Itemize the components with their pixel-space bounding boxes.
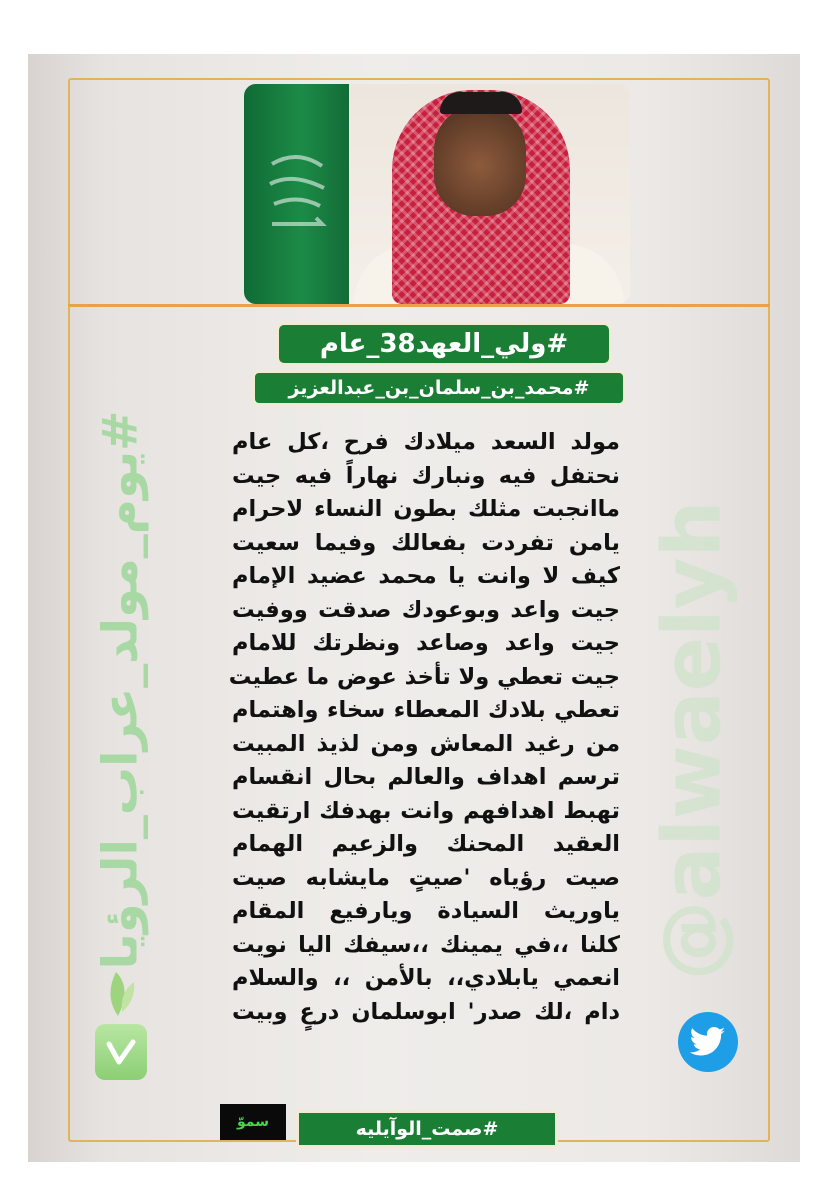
handle-watermark-text: @alwaelyh [645, 499, 739, 981]
flag-script-icon [262, 144, 332, 244]
poem-line: كيف لا وانت يا محمد عضيد الإمام [232, 563, 620, 589]
agal [440, 92, 522, 114]
poem-line: ترسم اهداف والعالم بحال انقسام [232, 764, 620, 790]
poem-line: كلنا ،،في يمينك ،،سيفك اليا نويت [232, 931, 620, 958]
poem-line: تعطي بلادك المعطاء سخاء واهتمام [232, 697, 620, 723]
handle-watermark [632, 460, 752, 1020]
poem-line: يامن تفردت بفعالك وفيما سعيت [232, 529, 620, 556]
poem-line: نحتفل فيه ونبارك نهاراً فيه جيت [232, 462, 620, 489]
side-hashtag-text: #يوم_مولد_عراب_الرؤيا [92, 410, 149, 970]
subhead-hashtag: #محمد_بن_سلمان_بن_عبدالعزيز [252, 370, 626, 406]
poem-line: ياوريث السيادة ويارفيع المقام [232, 898, 620, 924]
portrait-photo [244, 84, 630, 304]
poem-line: مولد السعد ميلادك فرح ،كل عام [232, 429, 620, 455]
signature: سموّ [220, 1104, 286, 1140]
poem-line: من رغيد المعاش ومن لذيذ المبيت [232, 730, 620, 757]
poem-line: ماانجبت مثلك بطون النساء لاحرام [232, 496, 620, 522]
poem-line: جيت واعد وصاعد ونظرتك للامام [232, 630, 620, 656]
face [434, 104, 526, 216]
twitter-bird-icon[interactable] [678, 1012, 738, 1072]
headline-hashtag: #ولي_العهد38_عام [276, 322, 612, 366]
poem-line: العقيد المحنك والزعيم الهمام [232, 831, 620, 857]
check-icon [95, 1024, 147, 1080]
footer-hashtag-ribbon: #صمت_الوآيليه [296, 1110, 558, 1148]
poem-line: انعمي يابلادي،، بالأمن ،، والسلام [232, 965, 620, 991]
poem-line: جيت واعد وبوعودك صدقت ووفيت [232, 596, 620, 623]
side-hashtag [60, 330, 180, 1050]
poem [228, 426, 620, 1086]
poem-line: جيت تعطي ولا تأخذ عوض ما عطيت [228, 663, 620, 690]
saudi-flag [244, 84, 349, 304]
poem-line: دام ،لك صدر' ابوسلمان درعٍ وبيت [232, 998, 620, 1025]
frame-divider [68, 304, 770, 307]
poem-line: صيت رؤياه 'صيتٍ مايشابه صيت [232, 864, 620, 891]
poem-line: تهبط اهدافهم وانت بهدفك ارتقيت [232, 797, 620, 824]
leaf-icon [98, 966, 140, 1018]
